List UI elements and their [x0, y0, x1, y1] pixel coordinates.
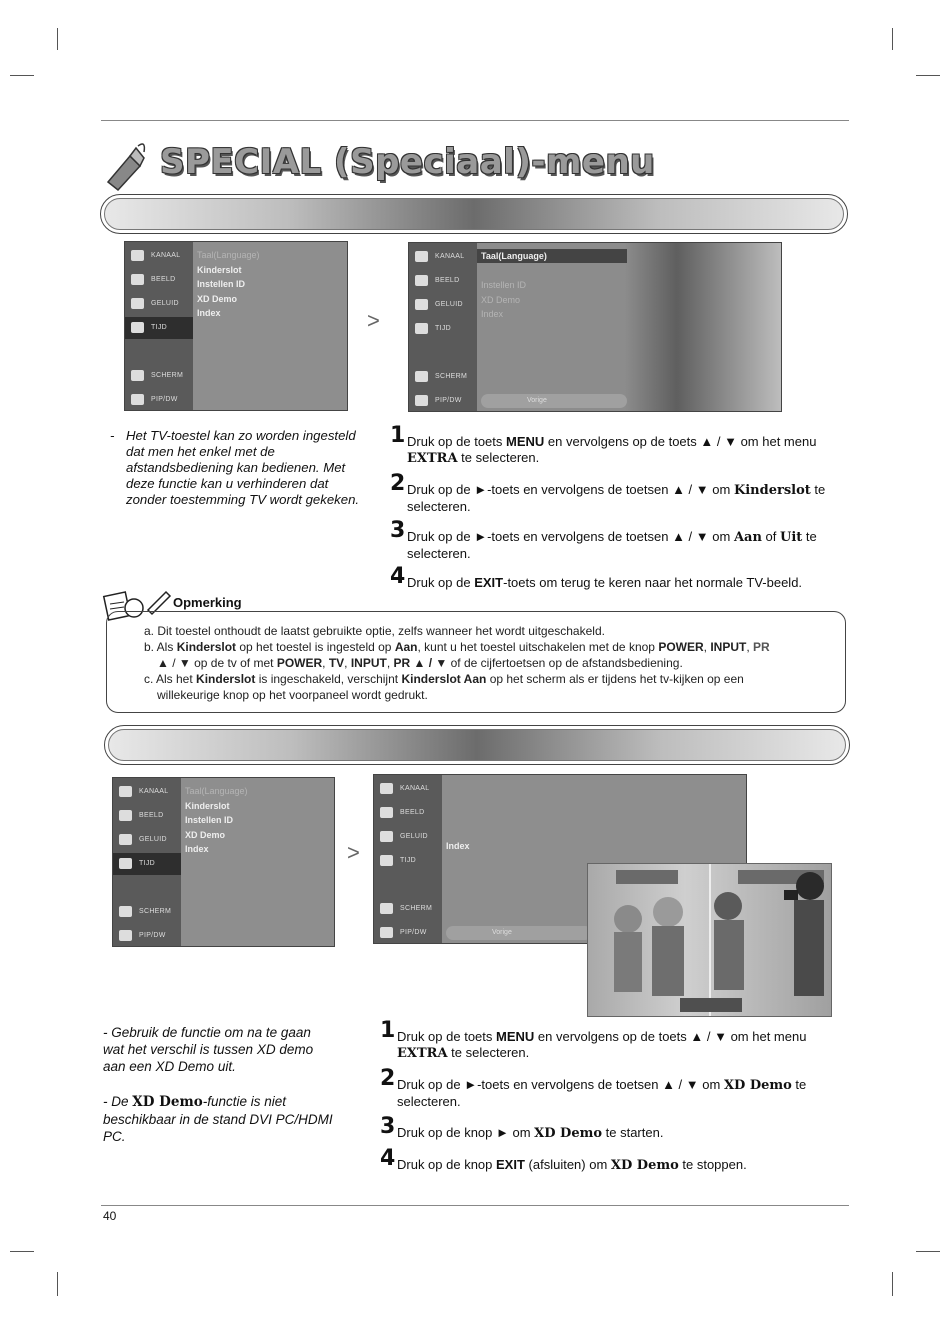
section2-step-3: 3 Druk op de knop ► om XD Demo te starten. [380, 1114, 664, 1141]
opmerking-title: Opmerking [173, 595, 242, 610]
menu-list [185, 784, 248, 857]
sidebar-item-pip: PIP/DW [113, 925, 181, 947]
menu-item: XD Demo [185, 829, 226, 840]
sidebar-item-pip: PIP/DW [374, 922, 442, 944]
menu-footer: Vorige [446, 926, 592, 940]
menu-item: Instellen ID [185, 815, 234, 825]
sidebar-item-scherm: SCHERM [409, 366, 477, 388]
clock-icon [119, 858, 132, 869]
section1-step-2: 2 Druk op de ►-toets en vervolgens de toetsen ▲ / ▼ om Kinderslot te selecteren. [390, 471, 826, 514]
sidebar-item-geluid: GELUID [374, 826, 442, 848]
sidebar-item-kanaal: KANAAL [409, 246, 477, 268]
menu-sidebar [113, 778, 181, 946]
arrow-right-icon: > [367, 308, 380, 333]
menu-list [481, 249, 547, 322]
bottom-rule [101, 1205, 849, 1206]
antenna-icon [380, 783, 393, 794]
speaker-icon [380, 831, 393, 842]
sidebar-item-scherm: SCHERM [125, 365, 193, 387]
sidebar-item-beeld: BEELD [125, 269, 193, 291]
menu-item: Instellen ID [481, 280, 527, 290]
speaker-icon [415, 299, 428, 310]
sidebar-item-kanaal: KANAAL [125, 245, 193, 267]
opmerking-b-line1: b. Als Kinderslot op het toestel is ingesteld op Aan, kunt u het toestel uitschakelen met de knop POWER, INPUT, PR [144, 640, 770, 654]
crop-mark [892, 28, 893, 50]
menu-item: Taal(Language) [185, 786, 248, 796]
menu-sidebar [125, 242, 193, 410]
screen-icon [119, 906, 132, 917]
arrow-right-icon: > [347, 840, 360, 865]
crop-mark [892, 1272, 893, 1296]
menu-screen-left [124, 241, 348, 411]
sidebar-item-tijd: TIJD [409, 318, 477, 340]
section2-step-4: 4 Druk op de knop EXIT (afsluiten) om XD Demo te stoppen. [380, 1146, 747, 1173]
menu-footer: Vorige [481, 394, 627, 408]
picture-icon [131, 274, 144, 285]
speaker-icon [131, 298, 144, 309]
sidebar-item-pip: PIP/DW [409, 390, 477, 412]
menu-list [446, 839, 470, 854]
menu-sidebar [409, 243, 477, 411]
menu-item: Index [197, 308, 221, 318]
section2-note-2: - De XD Demo-functie is niet beschikbaar in de stand DVI PC/HDMI PC. [103, 1094, 333, 1144]
menu-item: Index [481, 309, 504, 319]
top-rule [101, 120, 849, 121]
menu-item: Taal(Language) [197, 250, 260, 260]
children-figures [588, 864, 831, 1016]
opmerking-c-line1: c. Als het Kinderslot is ingeschakeld, verschijnt Kinderslot Aan op het scherm als er tijdens het tv-kijken op een [144, 672, 744, 686]
menu-item: Index [185, 844, 209, 854]
picture-icon [380, 807, 393, 818]
menu-item: Instellen ID [197, 279, 246, 289]
screen-icon [380, 903, 393, 914]
sidebar-item-beeld: BEELD [374, 802, 442, 824]
menu-item: Index [446, 841, 470, 851]
page-number: 40 [103, 1209, 117, 1223]
sidebar-item-tijd: TIJD [125, 317, 193, 339]
menu-item: Kinderslot [197, 264, 242, 275]
section1-step-3: 3 Druk op de ►-toets en vervolgens de toetsen ▲ / ▼ om Aan of Uit te selecteren. [390, 518, 817, 561]
sidebar-item-beeld: BEELD [113, 805, 181, 827]
pip-icon [131, 394, 144, 405]
crop-mark [57, 1272, 58, 1296]
sidebar-item-scherm: SCHERM [113, 901, 181, 923]
sidebar-item-kanaal: KANAAL [374, 778, 442, 800]
sidebar-item-scherm: SCHERM [374, 898, 442, 920]
section1-step-4: 4 Druk op de EXIT-toets om terug te keren naar het normale TV-beeld. [390, 564, 803, 590]
clock-icon [415, 323, 428, 334]
clock-icon [131, 322, 144, 333]
section-banner [100, 194, 848, 234]
menu-screen-left-2 [112, 777, 335, 947]
pip-icon [380, 927, 393, 938]
section2-step-1: 1 Druk op de toets MENU en vervolgens op de toets ▲ / ▼ om het menu EXTRA te selecteren. [380, 1018, 807, 1061]
sidebar-item-tijd: TIJD [374, 850, 442, 872]
crop-mark [916, 1251, 940, 1252]
antenna-icon [415, 251, 428, 262]
section1-step-1: 1 Druk op de toets MENU en vervolgens op de toets ▲ / ▼ om het menu EXTRA te selecteren. [390, 423, 817, 466]
section-banner [104, 725, 850, 765]
opmerking-b-line2: ▲ / ▼ op de tv of met POWER, TV, INPUT, PR ▲ / ▼ of de cijfertoetsen op de afstandsbediening. [157, 656, 683, 670]
speaker-icon [119, 834, 132, 845]
demo-bottom-label [680, 998, 742, 1012]
sidebar-item-geluid: GELUID [125, 293, 193, 315]
crop-mark [916, 75, 940, 76]
menu-item: XD Demo [481, 294, 521, 305]
section2-step-2: 2 Druk op de ►-toets en vervolgens de toetsen ▲ / ▼ om XD Demo te selecteren. [380, 1066, 807, 1109]
crop-mark [10, 75, 34, 76]
menu-item: XD Demo [197, 293, 238, 304]
opmerking-c-line2: willekeurige knop op het voorpaneel wordt gedrukt. [157, 688, 428, 702]
sidebar-item-tijd: TIJD [113, 853, 181, 875]
menu-item: Taal(Language) [481, 251, 547, 261]
screen-icon [415, 371, 428, 382]
picture-icon [119, 810, 132, 821]
menu-screen-right [408, 242, 782, 412]
antenna-icon [131, 250, 144, 261]
sidebar-item-beeld: BEELD [409, 270, 477, 292]
section2-note-1: - Gebruik de functie om na te gaan wat het verschil is tussen XD demo aan een XD Demo uit. [103, 1025, 314, 1074]
sidebar-item-geluid: GELUID [409, 294, 477, 316]
xd-demo-photo [587, 863, 832, 1017]
section1-note: - Het TV-toestel kan zo worden ingesteld dat men het enkel met de afstandsbediening kan bedienen. Met deze functie kan u verhinderen dat zonder toestemming TV wordt gekeken. [110, 428, 360, 507]
menu-item: Kinderslot [185, 800, 230, 811]
opmerking-a: a. Dit toestel onthoudt de laatst gebruikte optie, zelfs wanneer het wordt uitgeschakeld. [144, 624, 605, 638]
pip-icon [415, 395, 428, 406]
menu-list [197, 248, 260, 321]
sidebar-item-geluid: GELUID [113, 829, 181, 851]
antenna-icon [119, 786, 132, 797]
pen-icon [100, 138, 150, 194]
page-title: SPECIAL (Speciaal)-menu [160, 142, 655, 182]
crop-mark [57, 28, 58, 50]
sidebar-item-kanaal: KANAAL [113, 781, 181, 803]
sidebar-item-pip: PIP/DW [125, 389, 193, 411]
pip-icon [119, 930, 132, 941]
crop-mark [10, 1251, 34, 1252]
screen-icon [131, 370, 144, 381]
menu-sidebar [374, 775, 442, 943]
picture-icon [415, 275, 428, 286]
clock-icon [380, 855, 393, 866]
